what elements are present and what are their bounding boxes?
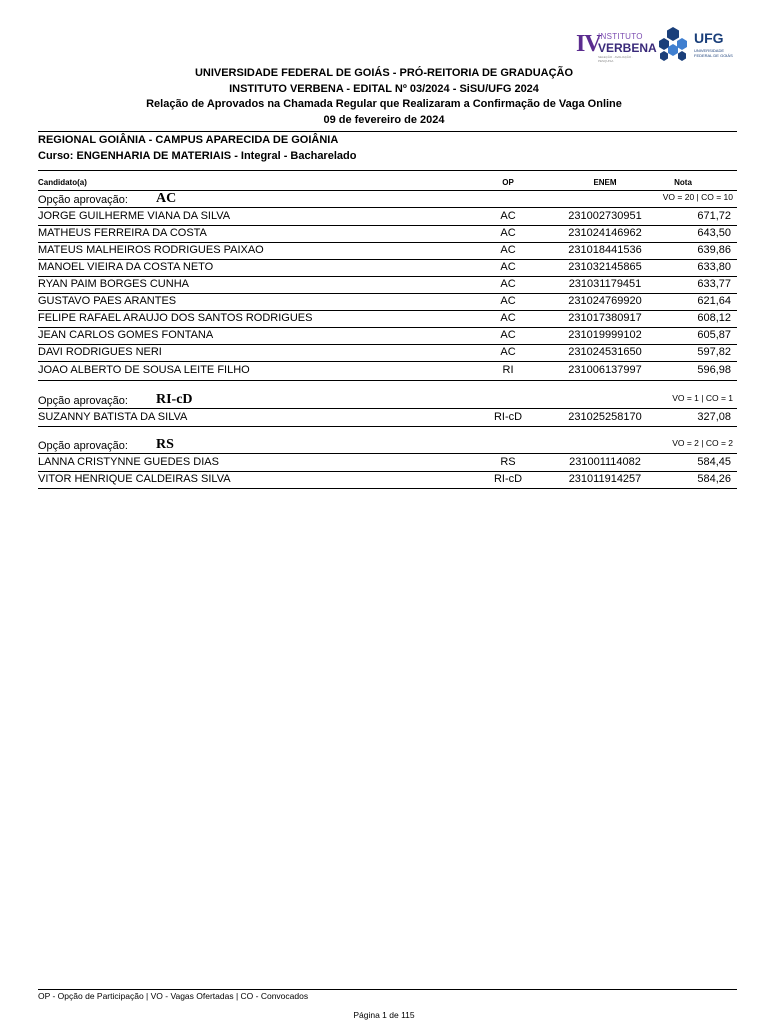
candidate-op: AC	[500, 278, 516, 290]
course-line	[38, 150, 356, 162]
ufg-logo	[656, 26, 736, 62]
candidate-nota: 671,72	[697, 210, 731, 222]
group-vo-co: VO = 1 | CO = 1	[672, 393, 733, 403]
candidate-enem: 231024531650	[568, 346, 642, 358]
header-logos	[576, 24, 736, 64]
table-row	[38, 208, 737, 226]
iv-tagline: SELEÇÃO · AVALIAÇÃO · PESQUISA	[598, 55, 634, 63]
candidate-name: JORGE GUILHERME VIANA DA SILVA	[38, 210, 231, 222]
candidate-op: AC	[500, 227, 516, 239]
campus-title: REGIONAL GOIÂNIA - CAMPUS APARECIDA DE GOIÂNIA	[38, 134, 339, 146]
page-number: Página 1 de 115	[353, 1010, 415, 1020]
candidate-nota: 643,50	[697, 227, 731, 239]
candidate-name: DAVI RODRIGUES NERI	[38, 346, 162, 358]
candidate-op: AC	[500, 244, 516, 256]
candidate-enem: 231024146962	[568, 227, 642, 239]
course-value: ENGENHARIA DE MATERIAIS - Integral - Bacharelado	[76, 150, 357, 162]
candidate-enem: 231024769920	[568, 295, 642, 307]
candidate-name: FELIPE RAFAEL ARAUJO DOS SANTOS RODRIGUES	[38, 312, 313, 324]
group-vo-co: VO = 2 | CO = 2	[672, 438, 733, 448]
candidate-op: AC	[500, 329, 516, 341]
candidate-nota: 633,77	[697, 278, 731, 290]
table-row	[38, 310, 737, 328]
candidate-nota: 596,98	[697, 364, 731, 376]
candidate-op: AC	[500, 210, 516, 222]
candidate-op: RI-cD	[493, 411, 523, 423]
candidate-op: AC	[500, 261, 516, 273]
header-divider	[38, 131, 737, 132]
candidate-op: RI-cD	[493, 473, 523, 485]
ufg-subtitle: UNIVERSIDADE FEDERAL DE GOIÁS	[694, 48, 733, 58]
candidate-nota: 327,08	[697, 411, 731, 423]
table-row	[38, 327, 737, 345]
candidate-name: GUSTAVO PAES ARANTES	[38, 295, 177, 307]
candidate-nota: 605,87	[697, 329, 731, 341]
candidate-name: MATEUS MALHEIROS RODRIGUES PAIXAO	[38, 244, 264, 256]
candidate-nota: 639,86	[697, 244, 731, 256]
group-code: RS	[156, 437, 174, 452]
candidate-op: AC	[500, 312, 516, 324]
table-row	[38, 293, 737, 311]
candidate-nota: 608,12	[697, 312, 731, 324]
candidate-nota: 584,26	[697, 473, 731, 485]
candidate-enem: 231019999102	[568, 329, 642, 341]
candidate-enem: 231017380917	[568, 312, 642, 324]
header-candidate: Candidato(a)	[38, 178, 87, 187]
iv-line2: VERBENA	[598, 41, 657, 55]
candidate-enem: 231031179451	[568, 278, 642, 290]
candidate-enem: 231011914257	[568, 473, 642, 485]
ufg-name: UFG	[694, 30, 724, 46]
candidate-name: JEAN CARLOS GOMES FONTANA	[38, 329, 214, 341]
candidate-name: RYAN PAIM BORGES CUNHA	[38, 278, 189, 290]
candidate-name: LANNA CRISTYNNE GUEDES DIAS	[38, 456, 219, 468]
table-row	[38, 454, 737, 472]
candidate-name: VITOR HENRIQUE CALDEIRAS SILVA	[38, 473, 231, 485]
header-line2: INSTITUTO VERBENA - EDITAL Nº 03/2024 - SiSU/UFG 2024	[229, 82, 539, 95]
iv-line1: INSTITUTO	[598, 32, 643, 41]
candidate-enem: 231001114082	[569, 456, 641, 468]
candidate-enem: 231006137997	[568, 364, 642, 376]
ufg-hexagon-icon	[656, 26, 690, 62]
group-label: Opção aprovação:	[38, 395, 128, 407]
course-label: Curso:	[38, 150, 74, 162]
table-row	[38, 242, 737, 260]
header-line1: UNIVERSIDADE FEDERAL DE GOIÁS - PRÓ-REITORIA DE GRADUAÇÃO	[194, 67, 574, 79]
table-row	[38, 276, 737, 294]
footer-legend: OP - Opção de Participação | VO - Vagas Ofertadas | CO - Convocados	[38, 991, 309, 1001]
group-vo-co: VO = 20 | CO = 10	[662, 192, 733, 202]
table-header	[38, 178, 737, 190]
group-label: Opção aprovação:	[38, 194, 128, 206]
candidate-op: AC	[500, 346, 516, 358]
document-header	[0, 66, 768, 128]
header-line4: 09 de fevereiro de 2024	[323, 113, 445, 126]
header-op: OP	[502, 178, 514, 187]
table-row	[38, 344, 737, 362]
footer-divider	[38, 989, 737, 990]
candidate-op: RI	[502, 364, 514, 376]
instituto-verbena-logo	[576, 30, 657, 63]
candidate-enem: 231002730951	[568, 210, 642, 222]
group-code: AC	[156, 191, 177, 206]
group-label: Opção aprovação:	[38, 440, 128, 452]
table-row	[38, 362, 737, 381]
table-row	[38, 409, 737, 427]
candidate-nota: 633,80	[697, 261, 731, 273]
header-enem: ENEM	[593, 178, 617, 187]
candidate-name: MATHEUS FERREIRA DA COSTA	[38, 227, 207, 239]
candidate-nota: 621,64	[697, 295, 731, 307]
table-row	[38, 225, 737, 243]
course-divider	[38, 170, 737, 171]
table-row	[38, 259, 737, 277]
candidate-name: MANOEL VIEIRA DA COSTA NETO	[38, 261, 214, 273]
table-row	[38, 471, 737, 489]
iv-mark: IV	[576, 31, 601, 57]
header-line3: Relação de Aprovados na Chamada Regular que Realizaram a Confirmação de Vaga Online	[146, 98, 622, 110]
candidate-name: SUZANNY BATISTA DA SILVA	[38, 411, 188, 423]
candidate-op: AC	[500, 295, 516, 307]
candidate-enem: 231018441536	[568, 244, 642, 256]
group-code: RI-cD	[156, 392, 193, 407]
header-nota: Nota	[674, 178, 692, 187]
candidate-nota: 584,45	[697, 456, 731, 468]
candidate-name: JOAO ALBERTO DE SOUSA LEITE FILHO	[38, 364, 250, 376]
candidate-nota: 597,82	[697, 346, 731, 358]
candidate-enem: 231025258170	[568, 411, 642, 423]
candidate-op: RS	[500, 456, 516, 468]
candidate-enem: 231032145865	[568, 261, 642, 273]
